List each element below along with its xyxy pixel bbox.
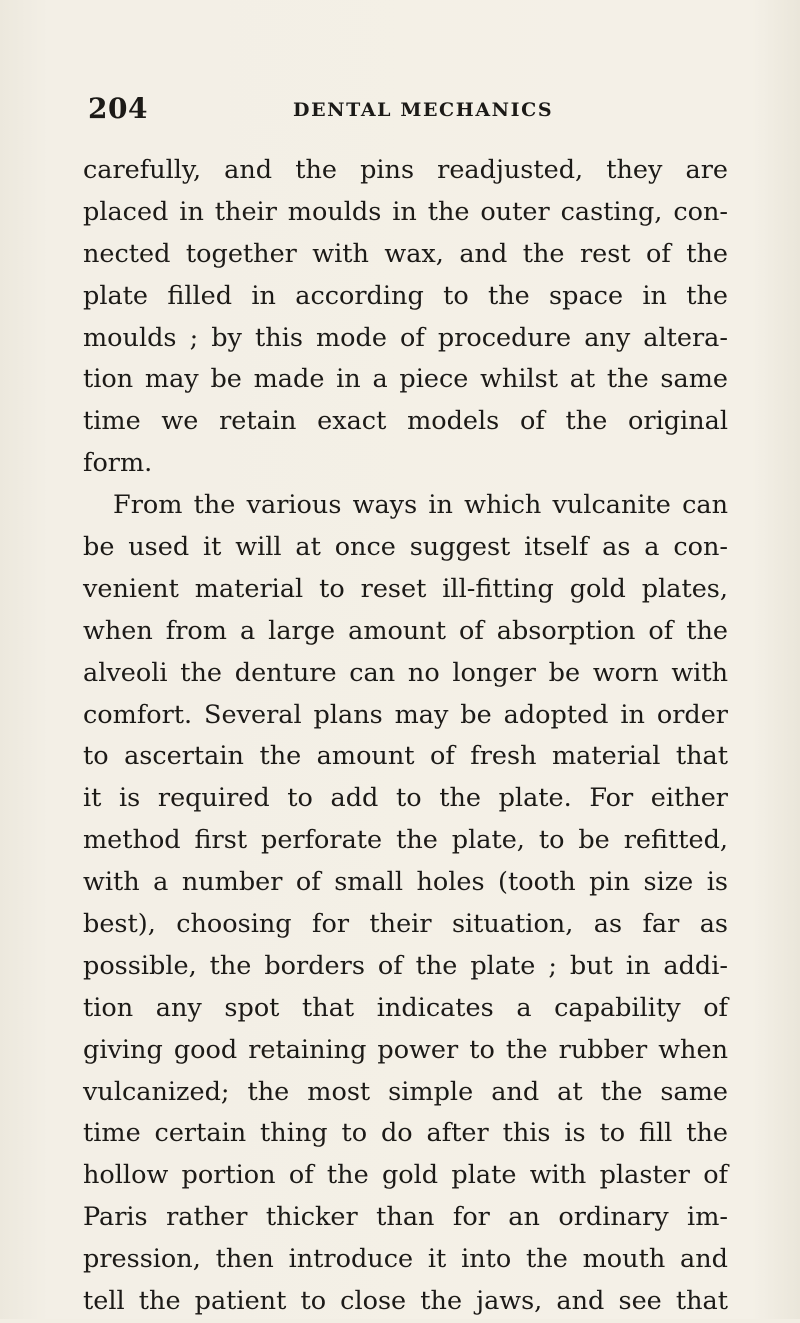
text-line: comfort. Several plans may be adopted in order bbox=[83, 699, 728, 730]
text-line: alveoli the denture can no longer be worn with bbox=[83, 657, 728, 688]
text-line: with a number of small holes (tooth pin size is bbox=[83, 867, 728, 898]
text-line: be used it will at once suggest itself as a con- bbox=[83, 532, 728, 563]
text-line: nected together with wax, and the rest of the bbox=[83, 238, 728, 269]
text-line: tion may be made in a piece whilst at the same bbox=[83, 364, 728, 395]
text-line: venient material to reset ill-fitting gold plates, bbox=[83, 573, 728, 604]
text-line: time we retain exact models of the original bbox=[83, 406, 728, 437]
text-line: method first perforate the plate, to be refitted, bbox=[83, 825, 728, 856]
text-line: hollow portion of the gold plate with plaster of bbox=[83, 1160, 728, 1191]
page-header bbox=[88, 92, 728, 132]
text-line: vulcanized; the most simple and at the same bbox=[83, 1076, 728, 1107]
text-line: tion any spot that indicates a capability of bbox=[83, 992, 728, 1023]
text-line: carefully, and the pins readjusted, they are bbox=[83, 155, 728, 185]
text-line: time certain thing to do after this is to fill the bbox=[83, 1118, 728, 1149]
paragraph-start-line: From the various ways in which vulcanite can bbox=[113, 490, 728, 521]
text-line: pression, then introduce it into the mouth and bbox=[83, 1244, 728, 1275]
text-line: plate filled in according to the space in the bbox=[83, 280, 728, 311]
running-head: DENTAL MECHANICS bbox=[293, 99, 554, 121]
text-line: moulds ; by this mode of procedure any altera- bbox=[83, 322, 728, 353]
text-line: Paris rather thicker than for an ordinary im- bbox=[83, 1202, 728, 1233]
text-line: placed in their moulds in the outer casting, con- bbox=[83, 196, 728, 227]
text-line: tell the patient to close the jaws, and see that bbox=[83, 1286, 728, 1317]
text-line: when from a large amount of absorption of the bbox=[83, 615, 728, 646]
text-line: form. bbox=[83, 448, 153, 479]
text-line: best), choosing for their situation, as far as bbox=[83, 909, 728, 940]
body-text bbox=[83, 150, 728, 1323]
text-line: to ascertain the amount of fresh material that bbox=[83, 741, 728, 772]
text-line: possible, the borders of the plate ; but in addi- bbox=[83, 950, 728, 981]
text-line: giving good retaining power to the rubber when bbox=[83, 1034, 728, 1065]
page-number: 204 bbox=[88, 92, 148, 125]
text-line: it is required to add to the plate. For either bbox=[83, 783, 728, 814]
